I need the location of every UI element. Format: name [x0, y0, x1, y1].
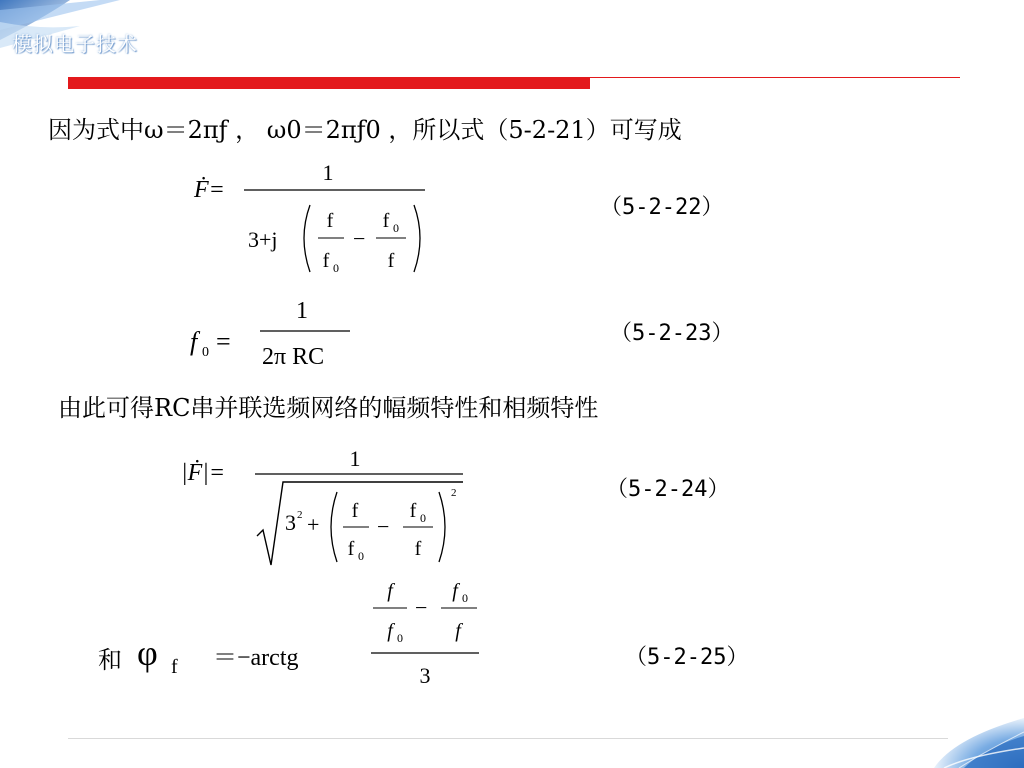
- eq22-den-prefix: 3+j: [248, 227, 278, 252]
- svg-text:＝−arctg: ＝−arctg: [213, 645, 299, 671]
- eq22-numerator: 1: [322, 160, 334, 185]
- eq-label-5-2-25: （5-2-25）: [625, 645, 749, 670]
- svg-text:0: 0: [333, 261, 339, 275]
- svg-text:f: f: [190, 327, 198, 356]
- and-label: 和: [98, 646, 122, 674]
- svg-text:f: f: [387, 250, 395, 272]
- svg-text:φ: φ: [137, 633, 158, 673]
- svg-text:f: f: [326, 210, 334, 232]
- svg-text:3: 3: [419, 663, 431, 688]
- svg-text:f: f: [171, 656, 178, 678]
- svg-text:2: 2: [451, 487, 457, 499]
- svg-text:1: 1: [296, 298, 308, 324]
- svg-text:0: 0: [393, 221, 399, 235]
- svg-text:0: 0: [420, 511, 426, 525]
- svg-text:f: f: [409, 500, 417, 522]
- svg-text:f: f: [322, 250, 330, 272]
- mid-text: 由此可得RC串并联选频网络的幅频特性和相频特性: [58, 394, 599, 422]
- equation-5-2-25: [135, 575, 495, 695]
- svg-text:1: 1: [349, 446, 361, 471]
- equation-5-2-24: [175, 440, 475, 575]
- svg-text:−: −: [353, 226, 366, 251]
- svg-text:f: f: [455, 620, 461, 642]
- eq22-lhs: Ḟ=: [194, 177, 225, 203]
- eq-label-5-2-24: （5-2-24）: [606, 477, 730, 502]
- svg-text:0: 0: [358, 549, 364, 563]
- svg-text:2π RC: 2π RC: [262, 344, 325, 370]
- svg-text:f: f: [387, 580, 393, 602]
- equation-5-2-23: [180, 290, 370, 380]
- intro-text: 因为式中ω＝2πƒ ， ω0＝2πƒ0 ，所以式（5-2-21）可写成: [48, 116, 682, 144]
- footer-divider: [68, 738, 948, 739]
- eq-label-5-2-22: （5-2-22）: [600, 195, 724, 220]
- eq-label-5-2-23: （5-2-23）: [610, 321, 734, 346]
- svg-text:2: 2: [297, 509, 303, 521]
- svg-text:−: −: [377, 514, 390, 539]
- title-bar-thin: [590, 77, 960, 78]
- svg-text:0: 0: [202, 345, 209, 360]
- title-bar-red: [68, 77, 590, 89]
- course-title: 模拟电子技术: [12, 32, 138, 56]
- svg-text:3: 3: [285, 510, 296, 535]
- svg-text:+: +: [307, 512, 320, 537]
- svg-text:f: f: [414, 538, 422, 560]
- svg-text:f: f: [452, 580, 458, 602]
- svg-text:f: f: [382, 210, 390, 232]
- corner-decoration-bottom-right: [914, 718, 1024, 768]
- svg-text:0: 0: [397, 631, 403, 645]
- svg-text:−: −: [415, 595, 428, 620]
- equation-5-2-22: [180, 150, 450, 290]
- svg-text:f: f: [387, 620, 393, 642]
- svg-text:=: =: [216, 327, 231, 356]
- svg-text:f: f: [347, 538, 355, 560]
- svg-text:|Ḟ|=: |Ḟ|=: [181, 460, 226, 486]
- svg-text:0: 0: [462, 591, 468, 605]
- svg-text:f: f: [351, 500, 359, 522]
